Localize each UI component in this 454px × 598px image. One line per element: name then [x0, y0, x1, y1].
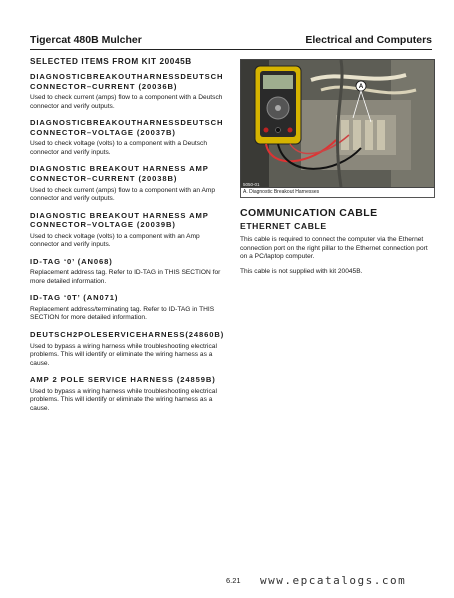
figure-caption: [240, 182, 435, 198]
item-title: ID-TAG ‘0T’ (AN071): [30, 293, 119, 303]
item-body: Used to check current (amps) flow to a component with a Deutsch connector and verify outputs.: [30, 94, 223, 110]
ethernet-paragraph: This cable is required to connect the computer via the Ethernet connection port on the right pillar to the Ethernet connection port on a PC/laptop computer.: [240, 236, 428, 260]
section-title: SELECTED ITEMS FROM KIT 20045B: [30, 57, 192, 66]
watermark-url: www.epcatalogs.com: [260, 574, 407, 587]
ethernet-cable-heading: ETHERNET CABLE: [240, 221, 327, 231]
item-body: Used to check voltage (volts) to a component with an Amp connector and verify inputs.: [30, 232, 200, 249]
item-title: DIAGNOSTICBREAKOUTHARNESSDEUTSCH CONNECTOR–CURRENT (20036B): [30, 72, 224, 91]
figure-code: 5050-01: [243, 182, 260, 187]
item-title: DIAGNOSTIC BREAKOUT HARNESS AMP CONNECTOR–VOLTAGE (20039B): [30, 210, 209, 230]
item-title: DEUTSCH2POLESERVICEHARNESS(24860B): [30, 329, 225, 339]
left-column: [30, 57, 230, 420]
item-title: DIAGNOSTICBREAKOUTHARNESSDEUTSCH CONNECTOR–VOLTAGE (20037B): [30, 118, 224, 137]
caption-text: A. Diagnostic Breakout Harnesses: [243, 189, 320, 195]
manual-title: Tigercat 480B Mulcher: [30, 34, 142, 46]
photo-callout-label: A: [358, 84, 364, 90]
item-title: AMP 2 POLE SERVICE HARNESS (24859B): [30, 375, 216, 385]
item-title: DIAGNOSTIC BREAKOUT HARNESS AMP CONNECTOR–CURRENT (20038B): [30, 164, 209, 183]
communication-cable-heading: COMMUNICATION CABLE: [240, 207, 378, 219]
right-column: [240, 59, 433, 282]
item-title: ID-TAG ‘0’ (AN068): [30, 256, 113, 266]
item-body: Replacement address/terminating tag. Refer to ID-TAG in THIS SECTION for more detailed information.: [30, 305, 215, 322]
page-header: [30, 34, 432, 48]
item-body: Used to check current (amps) flow to a component with an Amp connector and verify outputs.: [30, 186, 216, 203]
page-number: 6.21: [226, 576, 241, 585]
header-rule: [30, 49, 432, 50]
item-body: Used to check voltage (volts) to a component with a Deutsch connector and verify inputs.: [30, 140, 208, 156]
photo-illustration: [241, 60, 434, 187]
breakout-harness-photo: [240, 59, 435, 188]
item-body: Used to bypass a wiring harness while troubleshooting electrical problems. This will identify or eliminate the wiring harness as a cause.: [30, 387, 217, 412]
chapter-title: Electrical and Computers: [305, 34, 432, 46]
item-body: Replacement address tag. Refer to ID-TAG in THIS SECTION for more detailed information.: [30, 269, 221, 285]
kit-note-paragraph: This cable is not supplied with kit 20045B.: [240, 267, 363, 275]
item-body: Used to bypass a wiring harness while troubleshooting electrical problems. This will identify or eliminate the wiring harness as a cause.: [30, 342, 217, 367]
